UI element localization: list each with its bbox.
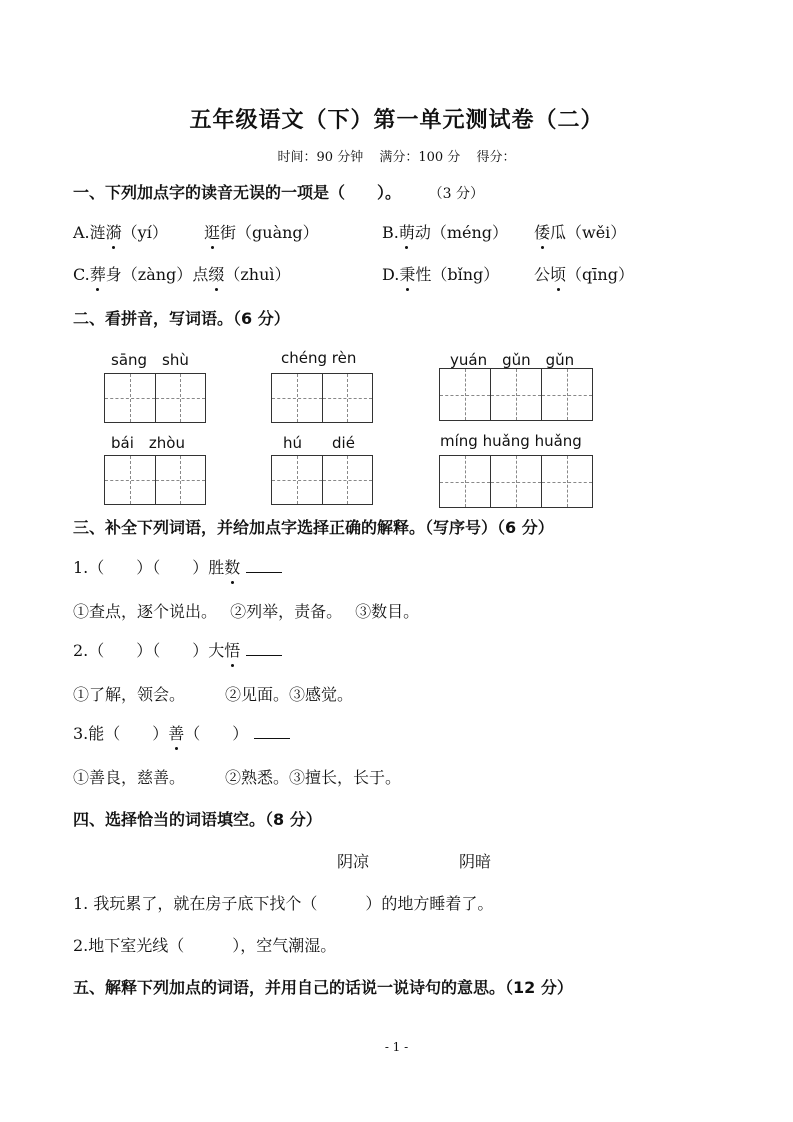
- q1-option-d1: D.秉性（bǐng）: [382, 262, 499, 285]
- q4-heading: 四、选择恰当的词语填空。（8 分）: [73, 810, 322, 829]
- q1-heading: 一、下列加点字的读音无误的一项是（ ）。 （3 分）: [73, 183, 484, 202]
- q1-option-c1: C.葬身（zàng）点缀（zhuì）: [73, 262, 291, 285]
- q3-item-2: 2.（ ）（ ）大悟: [73, 638, 282, 661]
- full-score: 满分：100 分: [379, 150, 461, 165]
- q3-item-1: 1.（ ）（ ）胜数: [73, 555, 282, 578]
- time-limit: 时间：90 分钟: [277, 150, 364, 165]
- writing-grid-5[interactable]: [271, 455, 373, 505]
- q3-item-3: 3.能（ ）善（ ）: [73, 721, 290, 744]
- q5-heading: 五、解释下列加点的词语，并用自己的话说一说诗句的意思。（12 分）: [73, 978, 573, 997]
- answer-blank[interactable]: [254, 726, 290, 739]
- q1-option-a1: A.涟漪（yí）: [73, 220, 168, 243]
- q1-option-b2: 倭瓜（wěi）: [534, 220, 626, 243]
- page-number: - 1 -: [384, 1040, 409, 1054]
- pinyin-2: chéng rèn: [281, 349, 357, 367]
- q3-item-2-options: ①了解，领会。 ②见面。③感觉。: [73, 685, 354, 704]
- pinyin-6: míng huǎng huǎng: [440, 432, 582, 450]
- exam-info: [0, 146, 793, 165]
- pinyin-1: sāng shù: [111, 351, 189, 369]
- writing-grid-6[interactable]: [439, 455, 593, 508]
- q2-heading: 二、看拼音，写词语。（6 分）: [73, 309, 290, 328]
- word-choice-1: 阴凉: [337, 852, 370, 871]
- q1-option-b1: B.萌动（méng）: [382, 220, 508, 243]
- q3-heading: 三、补全下列词语，并给加点字选择正确的解释。（写序号）（6 分）: [73, 518, 554, 537]
- writing-grid-4[interactable]: [104, 455, 206, 505]
- q4-sentence-1: 1. 我玩累了，就在房子底下找个（ ）的地方睡着了。: [73, 894, 494, 913]
- pinyin-3: yuán gǔn gǔn: [450, 351, 575, 369]
- q1-option-a2: 逛街（guàng）: [204, 220, 319, 243]
- writing-grid-1[interactable]: [104, 373, 206, 423]
- answer-blank[interactable]: [246, 560, 282, 573]
- score-field: 得分：: [476, 150, 516, 165]
- q3-item-3-options: ①善良，慈善。 ②熟悉。③擅长，长于。: [73, 768, 402, 787]
- pinyin-5: hú dié: [283, 434, 355, 452]
- q3-item-1-options: ①查点，逐个说出。 ②列举，责备。 ③数目。: [73, 602, 420, 621]
- page-title: 五年级语文（下）第一单元测试卷（二）: [189, 107, 604, 133]
- q1-option-d2: 公顷（qīng）: [534, 262, 634, 285]
- q4-sentence-2: 2.地下室光线（ ），空气潮湿。: [73, 936, 337, 955]
- writing-grid-3[interactable]: [439, 368, 593, 421]
- pinyin-4: bái zhòu: [111, 434, 185, 452]
- writing-grid-2[interactable]: [271, 373, 373, 423]
- answer-blank[interactable]: [246, 643, 282, 656]
- word-choice-2: 阴暗: [459, 852, 492, 871]
